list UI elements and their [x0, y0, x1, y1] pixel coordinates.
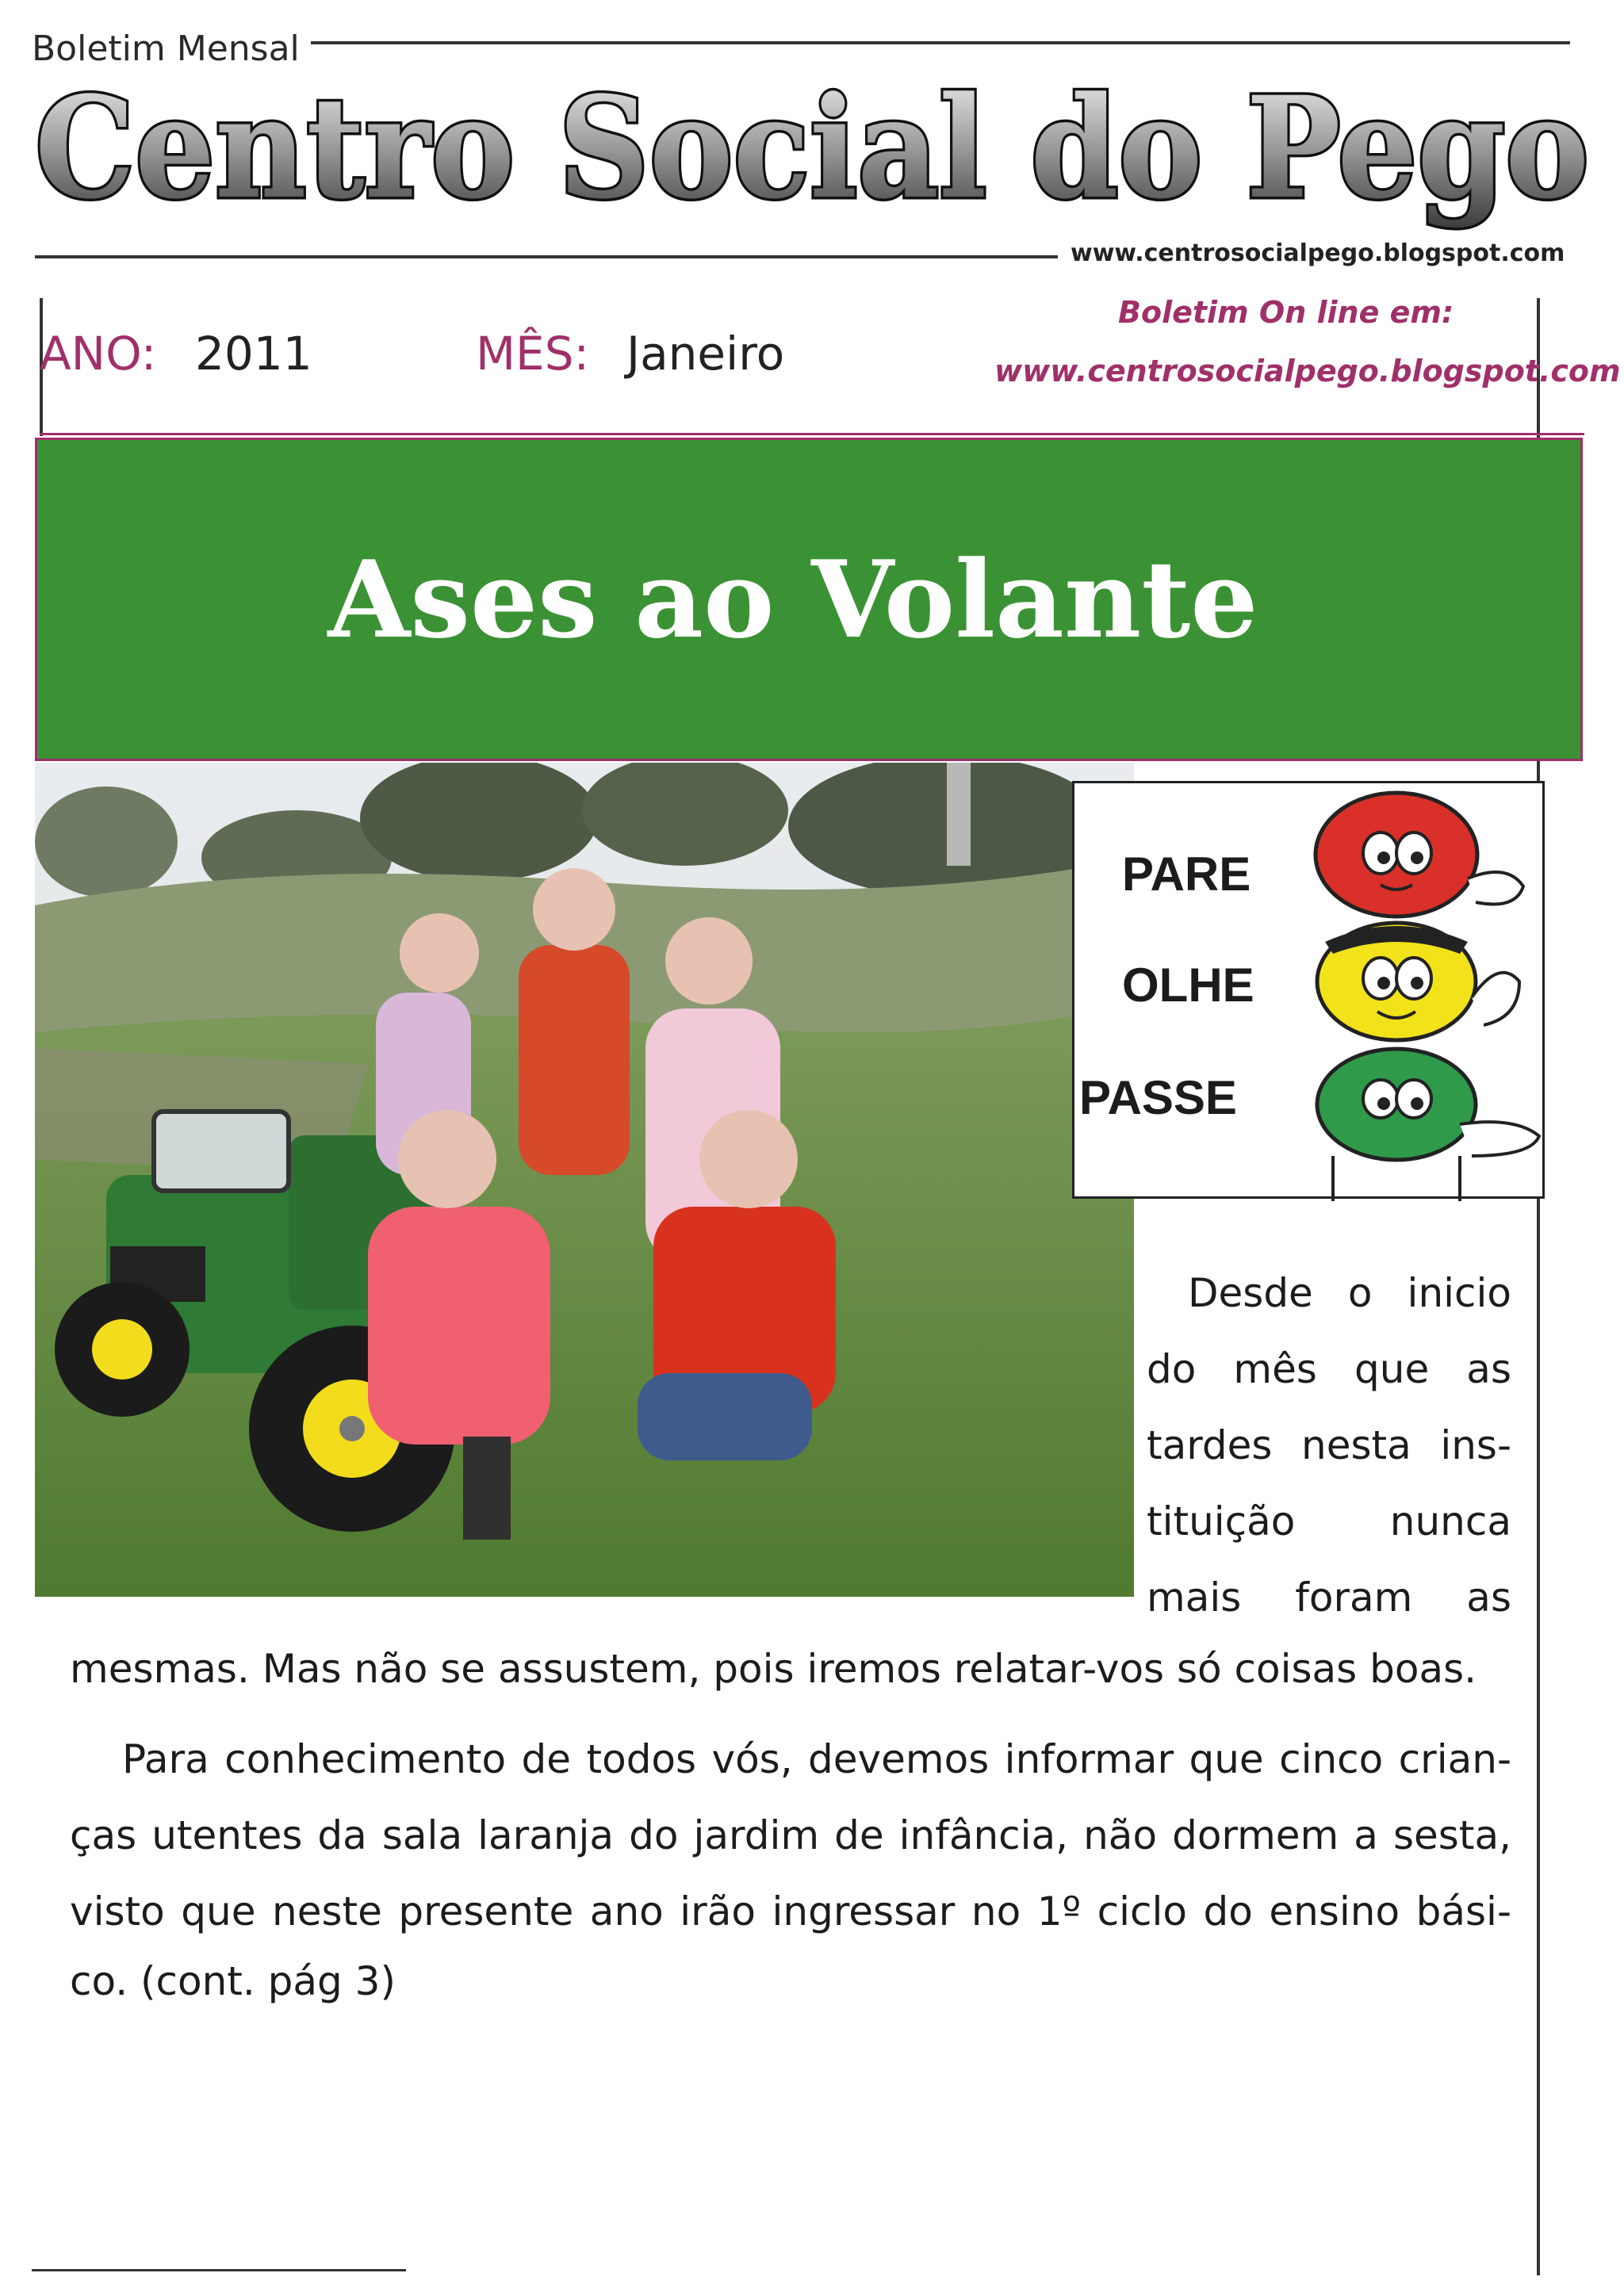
headline-banner [35, 438, 1583, 761]
article-line: tardes nesta ins- [1147, 1422, 1511, 1468]
online-label: Boletim On line em: [1118, 295, 1454, 330]
children-photo [35, 763, 1134, 1597]
masthead-url[interactable]: www.centrosocialpego.blogspot.com [1071, 239, 1565, 267]
traffic-sign-box [1072, 781, 1545, 1199]
article-continuation: co. (cont. pág 3) [70, 1958, 396, 2004]
article-line: tituição nunca [1147, 1498, 1511, 1544]
masthead-bottom-rule [35, 255, 1058, 258]
masthead-title [35, 55, 1613, 246]
article-line: Desde o inicio [1188, 1270, 1511, 1316]
month-label: MÊS: [476, 327, 590, 381]
article-line: Para conhecimento de todos vós, devemos informar que cinco crian- [122, 1736, 1511, 1782]
sign-word-olhe: OLHE [1122, 959, 1254, 1012]
red-character [1316, 793, 1523, 916]
newsletter-kicker: Boletim Mensal [32, 29, 300, 69]
info-bottom-rule [40, 433, 1584, 435]
article-line: visto que neste presente ano irão ingressar no 1º ciclo do ensino bási- [70, 1888, 1511, 1934]
footer-rule [32, 2269, 406, 2271]
article-line: mesmas. Mas não se assustem, pois iremos relatar-vos só coisas boas. [70, 1646, 1477, 1692]
sign-word-passe: PASSE [1079, 1071, 1237, 1124]
yellow-character [1317, 923, 1519, 1040]
online-url-link[interactable]: www.centrosocialpego.blogspot.com [994, 354, 1621, 388]
headline-title: Ases ao Volante [327, 537, 1258, 662]
green-character [1317, 1049, 1539, 1201]
article-line: mais foram as [1147, 1575, 1511, 1621]
sign-word-pare: PARE [1122, 848, 1251, 901]
article-line: do mês que as [1147, 1346, 1511, 1392]
traffic-light-characters [1301, 783, 1547, 1201]
article-line: ças utentes da sala laranja do jardim de infância, não dormem a sesta, [70, 1812, 1511, 1858]
month-value: Janeiro [626, 327, 785, 381]
masthead-top-rule [311, 41, 1570, 44]
year-value: 2011 [195, 327, 312, 381]
masthead-title-text: Centro Social do Pego [35, 66, 1589, 230]
year-label: ANO: [40, 327, 157, 381]
